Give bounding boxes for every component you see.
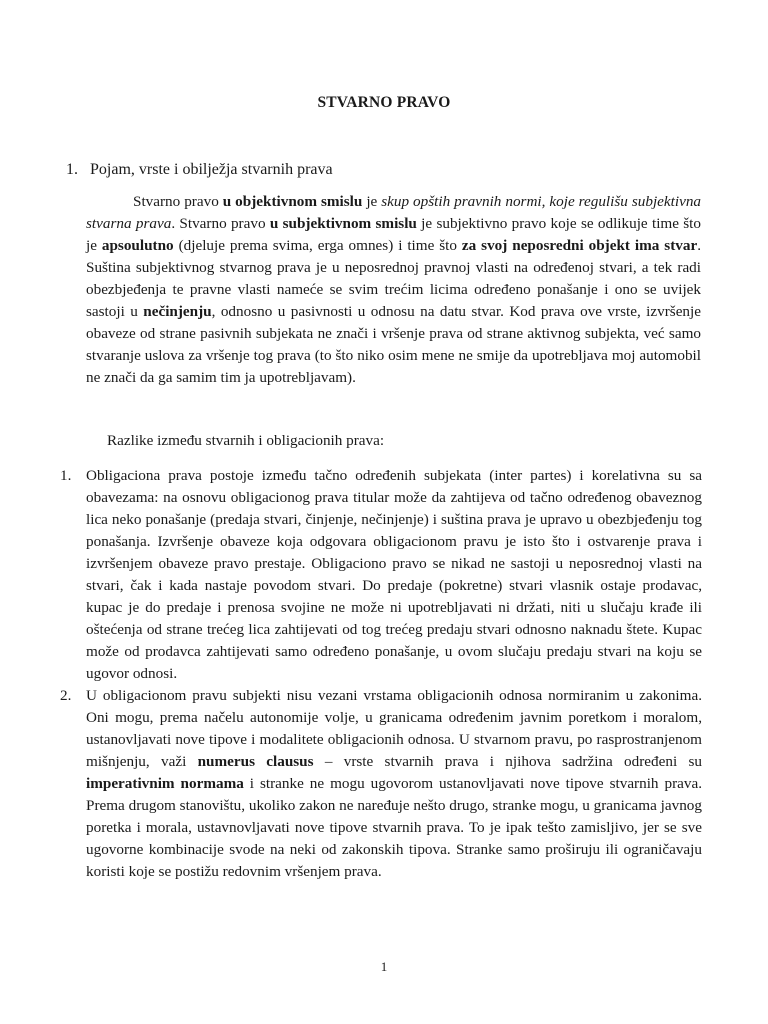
text-run: je: [362, 193, 382, 210]
text-run: Stvarno pravo: [133, 193, 223, 210]
text-run: Obligaciona prava postoje između tačno određenih subjekata (inter partes) i korelativna su sa obavezama: na osnovu obligacionog prava titular može da zahtijeva od tačno određenog obaveznog lica neko ponašanje (predaja stvari, činjenje, nečinjenje) i suština prava je upravo u obezbjeđenju tog ponašanja. Izvršenje obaveze koja odgovara obligacionom pravu je isto što i ostvarenje prava i izvršenjem obaveze pravo prestaje. Obligaciono pravo se nikad ne sastoji u neposrednoj vlasti na stvari, čak i kada nastaje povodom stvari. Do predaje (pokretne) stvari vlasnik ostaje prodavac, kupac je do predaje i prenosa svojine ne može ni upotrebljavati ni držati, niti u slučaju krađe ili oštećenja od strane trećeg lica zahtijevati od tog trećeg predaju stvari odnosno naknadu štete. Kupac može od prodavca zahtijevati samo određeno ponašanje, u ovom slučaju predaju stvari na koju se ugovor odnosi.: [86, 467, 702, 682]
list-item-number: 1.: [60, 467, 72, 484]
section-number: 1.: [66, 161, 78, 178]
page-title: STVARNO PRAVO: [317, 94, 451, 111]
text-run-bold: nečinjenju: [143, 303, 212, 320]
text-run-bold: u objektivnom smislu: [222, 193, 363, 210]
section-heading: [66, 158, 706, 182]
text-run-bold: imperativnim normama: [86, 775, 244, 792]
definition-paragraph: [86, 191, 701, 389]
differences-intro: Razlike između stvarnih i obligacionih prava:: [107, 432, 385, 449]
text-run-bold: za svoj neposredni objekt ima stvar: [461, 237, 698, 254]
text-run-bold: numerus clausus: [197, 753, 314, 770]
list-item-number: 2.: [60, 687, 72, 704]
text-run: i stranke ne mogu ugovorom ustanovljavati nove tipove stvarnih prava. Prema drugom stanovištu, ukoliko zakon ne naređuje nešto drugo, stranke mogu, u granicama javnog poretka i morala, ustavnovljavati nove tipove stvarnih prava. To je ipak tešto zamisljivo, jer se sve ugovorne kombinacije svode na neki od zakonskih tipova. Stranke samo proširuju ili ograničavaju koristi koje se postižu redovnim vršenjem prava.: [86, 775, 703, 880]
text-run-italic: skup opštih pravnih normi, koje regulišu subjektivna stvarna prava: [86, 193, 702, 232]
text-run: – vrste stvarnih prava i njihova sadržina određeni su: [313, 753, 702, 770]
text-run-bold: apsoulutno: [101, 237, 174, 254]
text-run: (djeluje prema svima, erga omnes) i time što: [173, 237, 462, 254]
section-heading-text: Pojam, vrste i obilježja stvarnih prava: [90, 161, 333, 178]
text-run: U obligacionom pravu subjekti nisu vezani vrstama obligacionih odnosa normiranim u zakonima. Oni mogu, prema načelu autonomije volje, u granicama određenim javnim poretkom i moralom, ustanovljavati nove tipove i modalitete obligacionih odnosa. U stvarnom pravu, po rasprostranjenom mišnjenju, važi: [86, 687, 702, 770]
list-item: [60, 465, 702, 685]
text-run-bold: u subjektivnom smislu: [269, 215, 417, 232]
page-number: 1: [380, 959, 388, 974]
text-run: . Suština subjektivnog stvarnog prava je u neposrednoj pravnoj vlasti na određenoj stvari, a tek radi obezbjeđenja te pravne vlasti nameće se svim trećim licima određeno ponašanje i ono se uvijek sastoji u: [86, 237, 701, 320]
text-run: , odnosno u pasivnosti u odnosu na datu stvar. Kod prava ove vrste, izvršenje obaveze od strane pasivnih subjekata ne znači i vršenje prava od strane aktivnog subjekta, već samo stvaranje uslova za vršenje tog prava (to što niko osim mene ne smije da upotrebljava moj automobil ne znači da ga samim tim ja upotrebljavam).: [86, 303, 701, 386]
text-run: . Stvarno pravo: [171, 215, 270, 232]
differences-list: [60, 465, 702, 883]
text-run: je subjektivno pravo koje se odlikuje time što je: [86, 215, 701, 254]
list-item: [60, 685, 702, 883]
